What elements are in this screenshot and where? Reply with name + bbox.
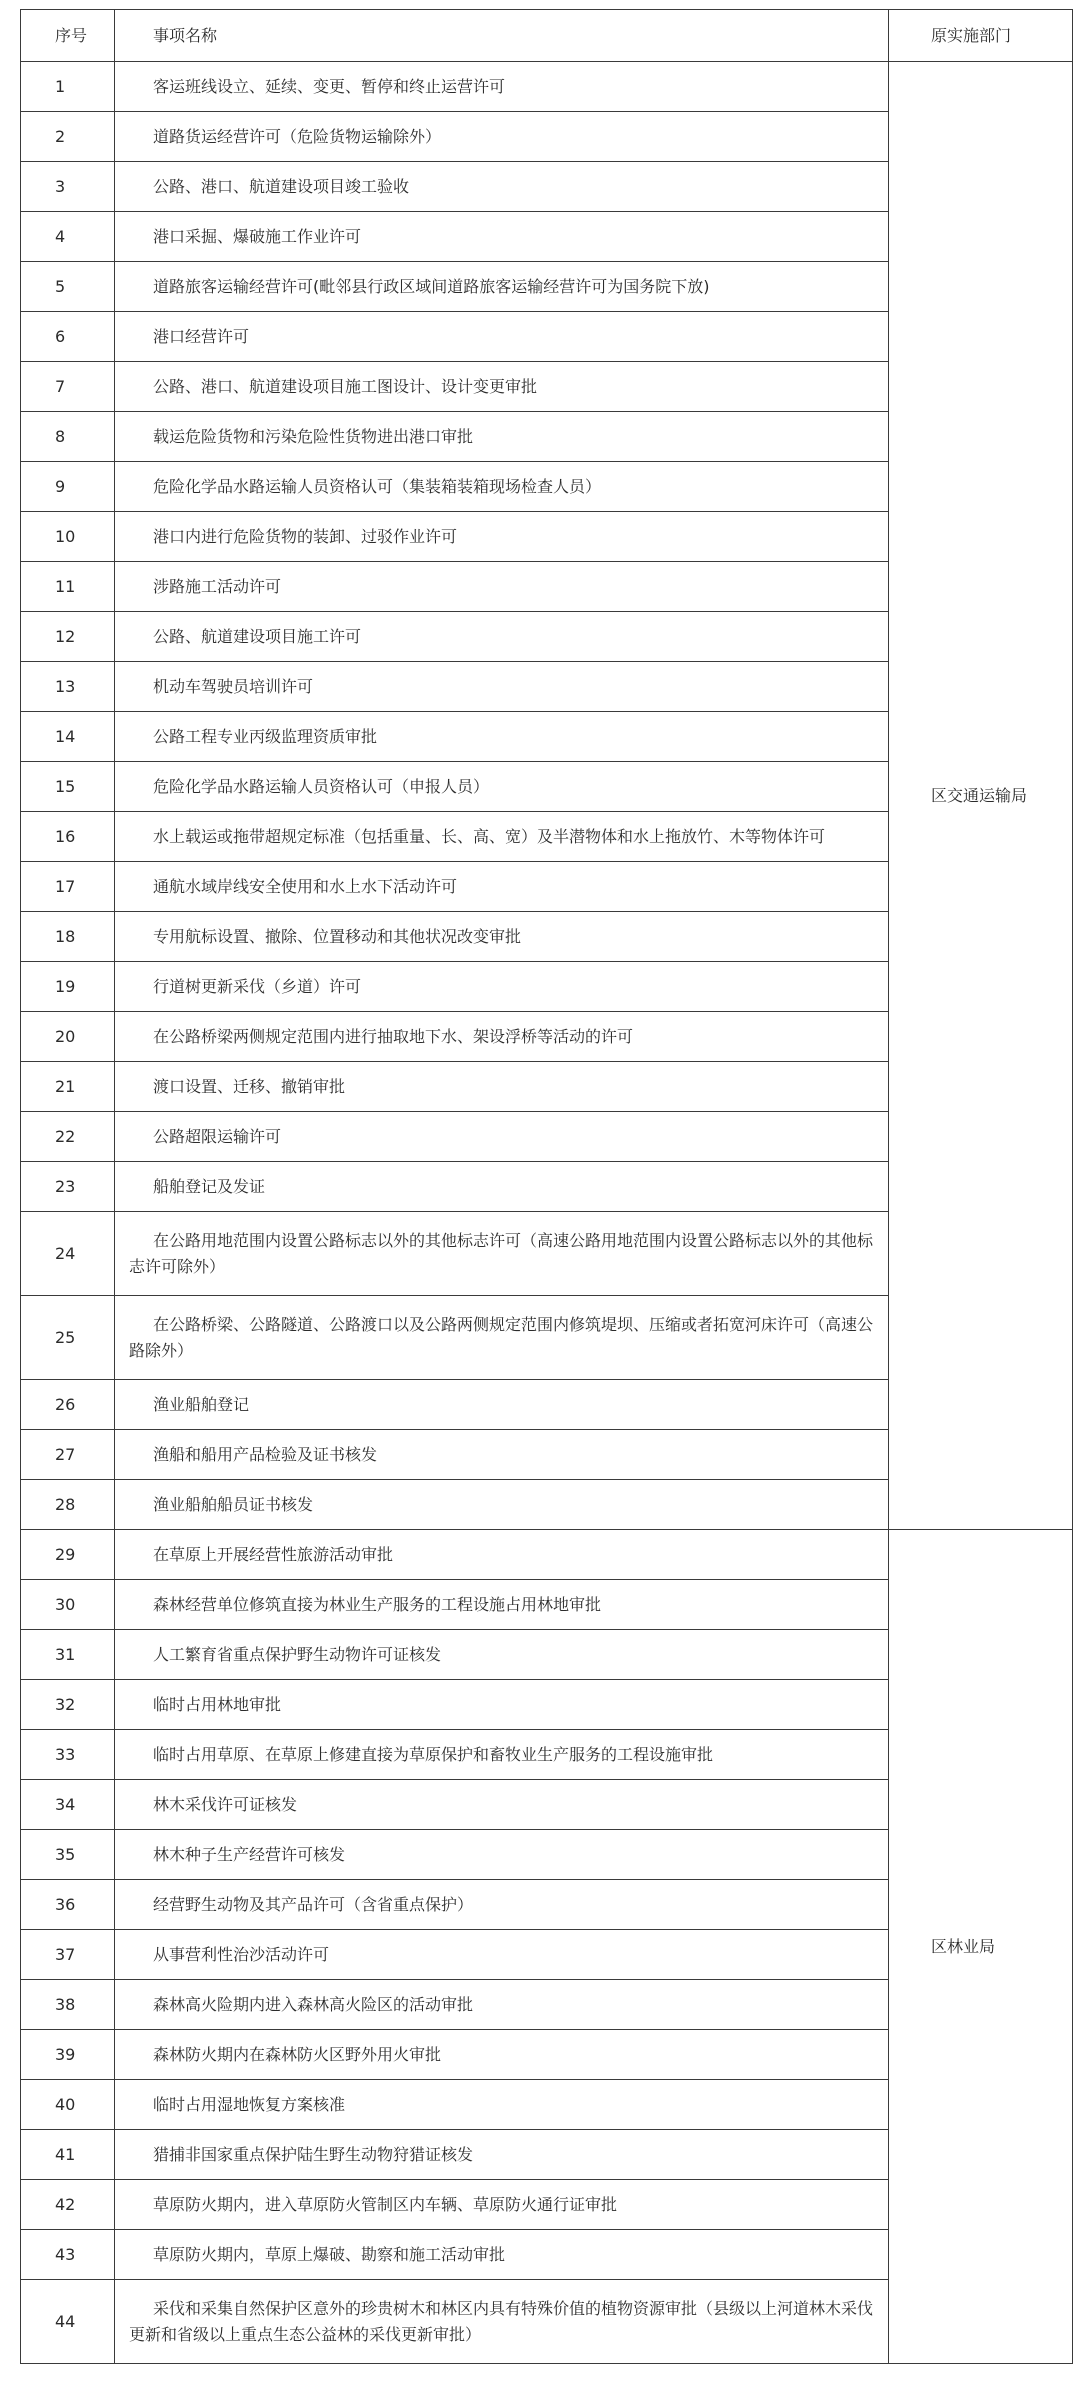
row-item-name: 在公路用地范围内设置公路标志以外的其他标志许可（高速公路用地范围内设置公路标志以外的其他标志许可除外） — [115, 1212, 889, 1296]
row-number: 25 — [21, 1296, 115, 1380]
row-item-name: 渡口设置、迁移、撤销审批 — [115, 1062, 889, 1112]
row-item-name: 危险化学品水路运输人员资格认可（集装箱装箱现场检查人员） — [115, 462, 889, 512]
row-number: 10 — [21, 512, 115, 562]
row-number: 36 — [21, 1880, 115, 1930]
row-number: 21 — [21, 1062, 115, 1112]
row-item-name: 森林经营单位修筑直接为林业生产服务的工程设施占用林地审批 — [115, 1580, 889, 1630]
row-item-name: 在草原上开展经营性旅游活动审批 — [115, 1530, 889, 1580]
row-number: 33 — [21, 1730, 115, 1780]
row-item-name: 从事营利性治沙活动许可 — [115, 1930, 889, 1980]
row-number: 15 — [21, 762, 115, 812]
row-number: 24 — [21, 1212, 115, 1296]
header-department: 原实施部门 — [889, 10, 1073, 62]
row-number: 32 — [21, 1680, 115, 1730]
row-number: 29 — [21, 1530, 115, 1580]
row-item-name: 危险化学品水路运输人员资格认可（申报人员） — [115, 762, 889, 812]
row-item-name: 渔业船舶船员证书核发 — [115, 1480, 889, 1530]
row-number: 16 — [21, 812, 115, 862]
row-item-name: 林木种子生产经营许可核发 — [115, 1830, 889, 1880]
row-item-name: 公路超限运输许可 — [115, 1112, 889, 1162]
row-number: 42 — [21, 2180, 115, 2230]
row-item-name: 渔业船舶登记 — [115, 1380, 889, 1430]
row-number: 44 — [21, 2280, 115, 2364]
row-item-name: 公路、港口、航道建设项目施工图设计、设计变更审批 — [115, 362, 889, 412]
row-item-name: 临时占用林地审批 — [115, 1680, 889, 1730]
row-number: 18 — [21, 912, 115, 962]
table-row — [21, 62, 1073, 112]
row-item-name: 水上载运或拖带超规定标准（包括重量、长、高、宽）及半潜物体和水上拖放竹、木等物体许可 — [115, 812, 889, 862]
row-item-name: 行道树更新采伐（乡道）许可 — [115, 962, 889, 1012]
row-number: 12 — [21, 612, 115, 662]
row-item-name: 森林高火险期内进入森林高火险区的活动审批 — [115, 1980, 889, 2030]
row-number: 38 — [21, 1980, 115, 2030]
row-number: 6 — [21, 312, 115, 362]
row-item-name: 港口经营许可 — [115, 312, 889, 362]
row-number: 5 — [21, 262, 115, 312]
row-number: 9 — [21, 462, 115, 512]
row-item-name: 临时占用湿地恢复方案核准 — [115, 2080, 889, 2130]
row-number: 34 — [21, 1780, 115, 1830]
row-number: 13 — [21, 662, 115, 712]
header-number: 序号 — [21, 10, 115, 62]
row-number: 22 — [21, 1112, 115, 1162]
row-number: 14 — [21, 712, 115, 762]
row-number: 7 — [21, 362, 115, 412]
row-item-name: 专用航标设置、撤除、位置移动和其他状况改变审批 — [115, 912, 889, 962]
row-number: 4 — [21, 212, 115, 262]
row-item-name: 港口采掘、爆破施工作业许可 — [115, 212, 889, 262]
row-item-name: 港口内进行危险货物的装卸、过驳作业许可 — [115, 512, 889, 562]
row-item-name: 草原防火期内，草原上爆破、勘察和施工活动审批 — [115, 2230, 889, 2280]
row-item-name: 道路旅客运输经营许可(毗邻县行政区域间道路旅客运输经营许可为国务院下放) — [115, 262, 889, 312]
row-item-name: 客运班线设立、延续、变更、暂停和终止运营许可 — [115, 62, 889, 112]
row-item-name: 临时占用草原、在草原上修建直接为草原保护和畜牧业生产服务的工程设施审批 — [115, 1730, 889, 1780]
row-item-name: 渔船和船用产品检验及证书核发 — [115, 1430, 889, 1480]
row-number: 20 — [21, 1012, 115, 1062]
row-item-name: 公路工程专业丙级监理资质审批 — [115, 712, 889, 762]
row-number: 41 — [21, 2130, 115, 2180]
row-number: 19 — [21, 962, 115, 1012]
row-number: 8 — [21, 412, 115, 462]
row-number: 3 — [21, 162, 115, 212]
row-number: 37 — [21, 1930, 115, 1980]
row-number: 30 — [21, 1580, 115, 1630]
row-item-name: 采伐和采集自然保护区意外的珍贵树木和林区内具有特殊价值的植物资源审批（县级以上河道林木采伐更新和省级以上重点生态公益林的采伐更新审批） — [115, 2280, 889, 2364]
row-item-name: 涉路施工活动许可 — [115, 562, 889, 612]
row-item-name: 在公路桥梁、公路隧道、公路渡口以及公路两侧规定范围内修筑堤坝、压缩或者拓宽河床许可（高速公路除外） — [115, 1296, 889, 1380]
row-number: 28 — [21, 1480, 115, 1530]
row-number: 39 — [21, 2030, 115, 2080]
header-item-name: 事项名称 — [115, 10, 889, 62]
row-number: 17 — [21, 862, 115, 912]
row-number: 31 — [21, 1630, 115, 1680]
row-item-name: 载运危险货物和污染危险性货物进出港口审批 — [115, 412, 889, 462]
row-item-name: 通航水域岸线安全使用和水上水下活动许可 — [115, 862, 889, 912]
row-item-name: 公路、港口、航道建设项目竣工验收 — [115, 162, 889, 212]
row-department: 区林业局 — [889, 1530, 1073, 2364]
row-number: 40 — [21, 2080, 115, 2130]
row-department: 区交通运输局 — [889, 62, 1073, 1530]
row-item-name: 机动车驾驶员培训许可 — [115, 662, 889, 712]
row-number: 2 — [21, 112, 115, 162]
row-number: 11 — [21, 562, 115, 612]
row-item-name: 公路、航道建设项目施工许可 — [115, 612, 889, 662]
row-item-name: 经营野生动物及其产品许可（含省重点保护） — [115, 1880, 889, 1930]
row-number: 43 — [21, 2230, 115, 2280]
table-row — [21, 1530, 1073, 1580]
row-number: 26 — [21, 1380, 115, 1430]
row-number: 35 — [21, 1830, 115, 1880]
row-item-name: 在公路桥梁两侧规定范围内进行抽取地下水、架设浮桥等活动的许可 — [115, 1012, 889, 1062]
table-header-row — [21, 10, 1073, 62]
items-table — [20, 9, 1073, 2364]
row-item-name: 林木采伐许可证核发 — [115, 1780, 889, 1830]
row-item-name: 船舶登记及发证 — [115, 1162, 889, 1212]
row-item-name: 猎捕非国家重点保护陆生野生动物狩猎证核发 — [115, 2130, 889, 2180]
row-item-name: 草原防火期内，进入草原防火管制区内车辆、草原防火通行证审批 — [115, 2180, 889, 2230]
row-item-name: 人工繁育省重点保护野生动物许可证核发 — [115, 1630, 889, 1680]
row-item-name: 森林防火期内在森林防火区野外用火审批 — [115, 2030, 889, 2080]
row-number: 27 — [21, 1430, 115, 1480]
row-number: 23 — [21, 1162, 115, 1212]
row-item-name: 道路货运经营许可（危险货物运输除外） — [115, 112, 889, 162]
row-number: 1 — [21, 62, 115, 112]
